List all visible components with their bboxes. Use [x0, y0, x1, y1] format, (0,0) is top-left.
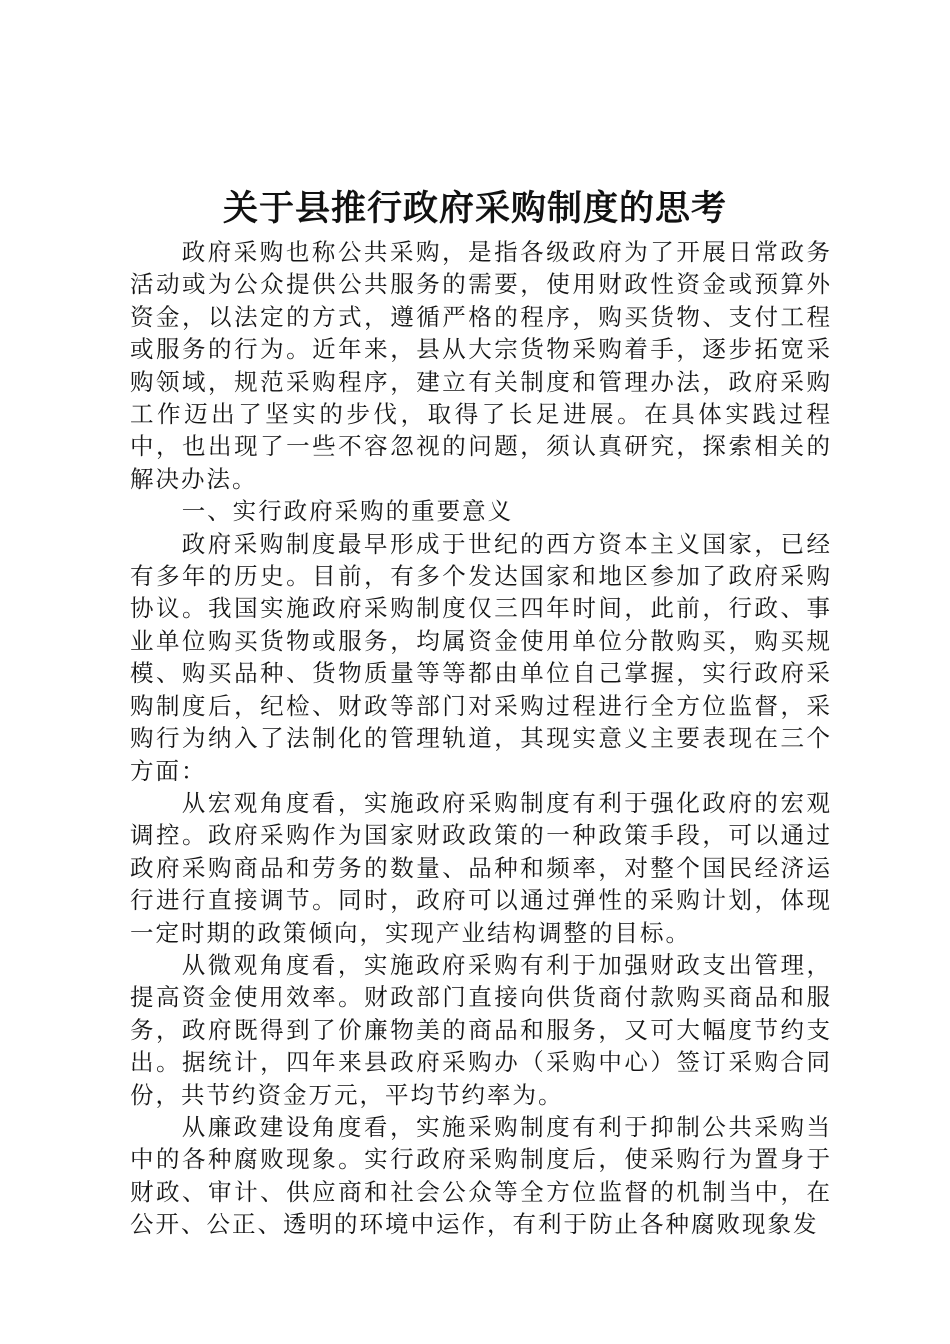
paragraph-history: 政府采购制度最早形成于世纪的西方资本主义国家，已经有多年的历史。目前，有多个发达国家和地区参加了政府采购协议。我国实施政府采购制度仅三四年时间，此前，行政、事业单位购买货物或服务，均属资金使用单位分散购买，购买规模、购买品种、货物质量等等都由单位自己掌握，实行政府采购制度后，纪检、财政等部门对采购过程进行全方位监督，采购行为纳入了法制化的管理轨道，其现实意义主要表现在三个方面： — [130, 529, 832, 785]
paragraph-macro: 从宏观角度看，实施政府采购制度有利于强化政府的宏观调控。政府采购作为国家财政政策的一种政策手段，可以通过政府采购商品和劳务的数量、品种和频率，对整个国民经济运行进行直接调节。同时，政府可以通过弹性的采购计划，体现一定时期的政策倾向，实现产业结构调整的目标。 — [130, 788, 832, 947]
document-title: 关于县推行政府采购制度的思考 — [222, 188, 727, 229]
paragraph-micro: 从微观角度看，实施政府采购有利于加强财政支出管理，提高资金使用效率。财政部门直接向供货商付款购买商品和服务，政府既得到了价廉物美的商品和服务，又可大幅度节约支出。据统计，四年来县政府采购办（采购中心）签订采购合同份，共节约资金万元，平均节约率为。 — [130, 950, 832, 1109]
section-heading: 一、实行政府采购的重要意义 — [181, 497, 514, 526]
paragraph-anticorruption: 从廉政建设角度看，实施采购制度有利于抑制公共采购当中的各种腐败现象。实行政府采购制度后，使采购行为置身于财政、审计、供应商和社会公众等全方位监督的机制当中，在公开、公正、透明的环境中运作，有利于防止各种腐败现象发 — [130, 1112, 832, 1239]
document-body — [130, 236, 832, 1241]
paragraph-intro: 政府采购也称公共采购，是指各级政府为了开展日常政务活动或为公众提供公共服务的需要，使用财政性资金或预算外资金，以法定的方式，遵循严格的程序，购买货物、支付工程或服务的行为。近年来，县从大宗货物采购着手，逐步拓宽采购领域，规范采购程序，建立有关制度和管理办法，政府采购工作迈出了坚实的步伐，取得了长足进展。在具体实践过程中，也出现了一些不容忽视的问题，须认真研究，探索相关的解决办法。 — [130, 238, 832, 493]
